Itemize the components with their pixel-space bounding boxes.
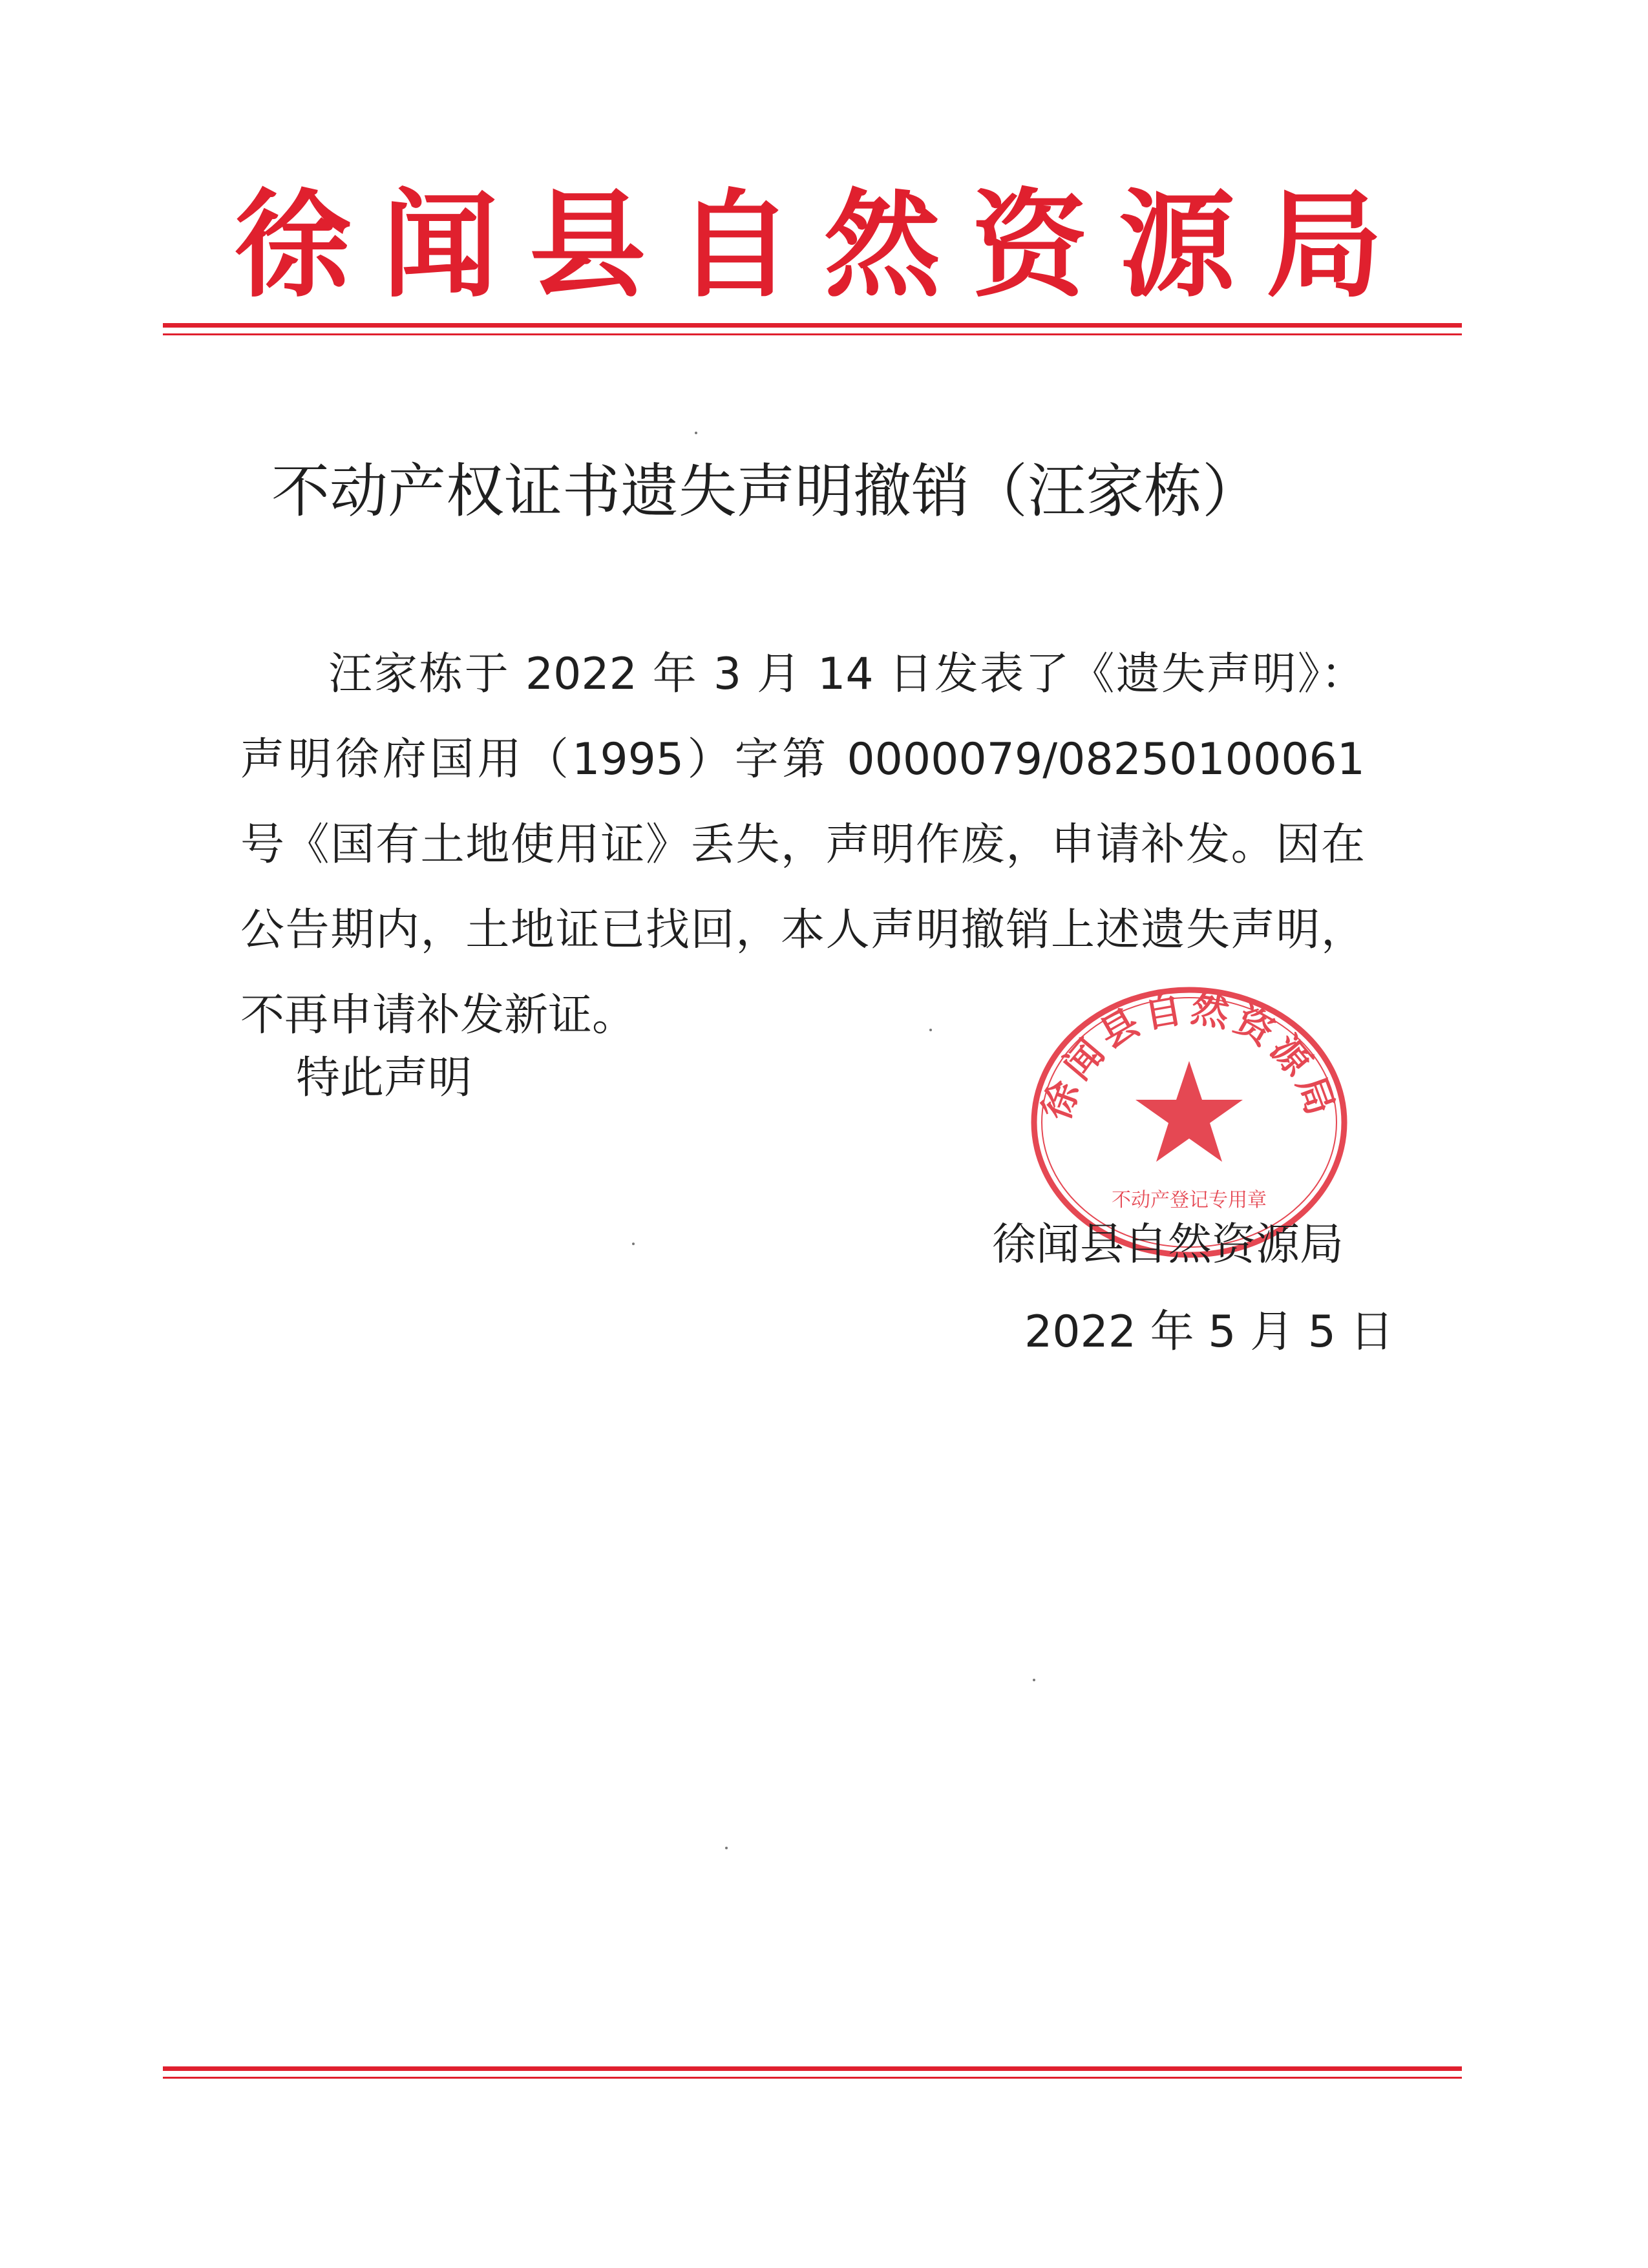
scan-speck <box>1033 1679 1035 1681</box>
document-title: 不动产权证书遗失声明撤销（汪家栋） <box>271 457 1260 525</box>
scan-speck <box>929 1029 932 1031</box>
letterhead-org-name: 徐闻县自然资源局 <box>234 177 1413 313</box>
statement-body: 汪家栋于 2022 年 3 月 14 日发表了《遗失声明》：声明徐府国用（1995）字第 0000079/08250100061 号《国有土地使用证》丢失，声明作废，申请补发。因在公告期内，土地证已找回，本人声明撤销上述遗失声明，不再申请补发新证。 <box>240 649 1365 1041</box>
scan-speck <box>725 1847 728 1849</box>
signer-name: 徐闻县自然资源局 <box>992 1219 1344 1270</box>
scan-speck <box>695 432 697 434</box>
closing-phrase: 特此声明 <box>296 1053 472 1104</box>
seal-bottom-text: 不动产登记专用章 <box>1112 1189 1267 1212</box>
letterhead-divider-top <box>163 323 1462 335</box>
footer-divider-bottom <box>163 2066 1462 2079</box>
seal-ring-text: 徐闻县自然资源局 <box>1033 985 1345 1126</box>
scan-speck <box>632 1243 635 1245</box>
signing-date: 2022 年 5 月 5 日 <box>1024 1307 1394 1358</box>
